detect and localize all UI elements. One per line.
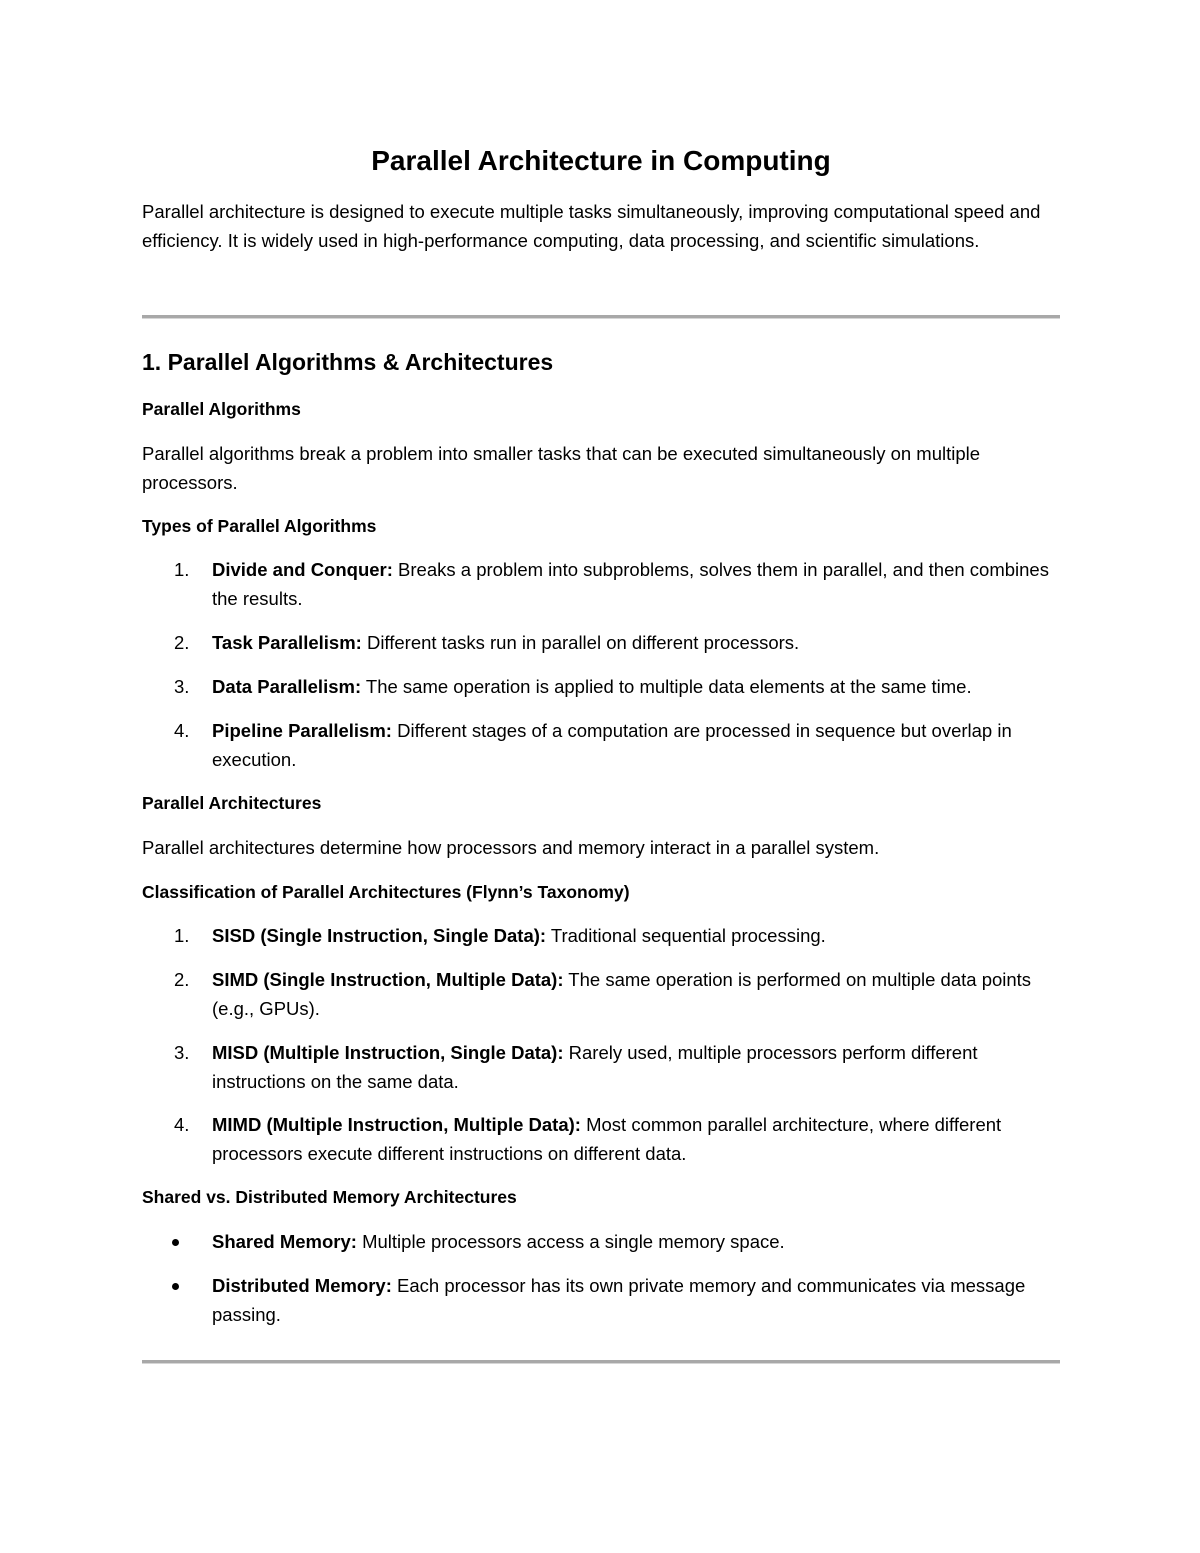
list-term: Pipeline Parallelism: bbox=[212, 720, 392, 741]
list-number: 3. bbox=[174, 1042, 190, 1063]
subheading-flynn-taxonomy: Classification of Parallel Architectures (Flynn’s Taxonomy) bbox=[142, 882, 630, 902]
list-description: Different tasks run in parallel on different processors. bbox=[361, 632, 800, 653]
paragraph-parallel-algorithms: Parallel algorithms break a problem into smaller tasks that can be executed simultaneously on multiple processors. bbox=[142, 443, 981, 493]
list-description: Different stages of a computation are processed in sequence but overlap in execution. bbox=[212, 720, 1012, 770]
list-term: Distributed Memory: bbox=[212, 1275, 392, 1296]
document-title: Parallel Architecture in Computing bbox=[371, 145, 831, 176]
section-heading: 1. Parallel Algorithms & Architectures bbox=[142, 349, 554, 375]
list-term: SIMD (Single Instruction, Multiple Data): bbox=[212, 969, 564, 990]
list-term: Task Parallelism: bbox=[212, 632, 362, 653]
list-item bbox=[142, 673, 1060, 702]
list-description: Most common parallel architecture, where different processors execute different instructions on different data. bbox=[212, 1114, 1002, 1164]
paragraph-parallel-architectures: Parallel architectures determine how processors and memory interact in a parallel system. bbox=[142, 837, 880, 858]
list-item bbox=[142, 556, 1060, 613]
list-item bbox=[142, 1228, 1060, 1257]
subheading-parallel-architectures: Parallel Architectures bbox=[142, 793, 322, 813]
list-number: 2. bbox=[174, 969, 190, 990]
list-number: 1. bbox=[174, 925, 190, 946]
list-item bbox=[142, 1272, 1060, 1329]
list-number: 1. bbox=[174, 559, 190, 580]
list-term: SISD (Single Instruction, Single Data): bbox=[212, 925, 547, 946]
subheading-memory-architectures: Shared vs. Distributed Memory Architectures bbox=[142, 1187, 517, 1207]
subheading-parallel-algorithms: Parallel Algorithms bbox=[142, 399, 301, 419]
list-description: The same operation is performed on multiple data points (e.g., GPUs). bbox=[212, 969, 1032, 1019]
list-number: 4. bbox=[174, 1114, 190, 1135]
list-description: Rarely used, multiple processors perform different instructions on the same data. bbox=[212, 1042, 978, 1092]
list-item bbox=[142, 629, 1060, 658]
intro-paragraph: Parallel architecture is designed to execute multiple tasks simultaneously, improving computational speed and efficiency. It is widely used in high-performance computing, data processing, and scientific simulations. bbox=[142, 201, 1041, 251]
list-term: MIMD (Multiple Instruction, Multiple Data): bbox=[212, 1114, 581, 1135]
list-number: 2. bbox=[174, 632, 190, 653]
list-item bbox=[142, 966, 1060, 1023]
list-term: MISD (Multiple Instruction, Single Data): bbox=[212, 1042, 564, 1063]
list-number: 3. bbox=[174, 676, 190, 697]
list-description: Each processor has its own private memory and communicates via message passing. bbox=[212, 1275, 1026, 1325]
horizontal-rule bbox=[142, 1360, 1060, 1364]
list-term: Shared Memory: bbox=[212, 1231, 357, 1252]
list-number: 4. bbox=[174, 720, 190, 741]
list-item bbox=[142, 1039, 1060, 1096]
list-item bbox=[142, 717, 1060, 774]
list-description: Traditional sequential processing. bbox=[546, 925, 826, 946]
list-description: Breaks a problem into subproblems, solves them in parallel, and then combines the results. bbox=[212, 559, 1049, 609]
subheading-types-of-algorithms: Types of Parallel Algorithms bbox=[142, 516, 377, 536]
list-term: Data Parallelism: bbox=[212, 676, 362, 697]
list-item bbox=[142, 1111, 1060, 1168]
list-description: Multiple processors access a single memory space. bbox=[356, 1231, 785, 1252]
horizontal-rule bbox=[142, 315, 1060, 319]
bullet-icon bbox=[172, 1283, 179, 1290]
list-item bbox=[142, 922, 1060, 951]
bullet-icon bbox=[172, 1239, 179, 1246]
list-term: Divide and Conquer: bbox=[212, 559, 393, 580]
list-description: The same operation is applied to multiple data elements at the same time. bbox=[361, 676, 972, 697]
